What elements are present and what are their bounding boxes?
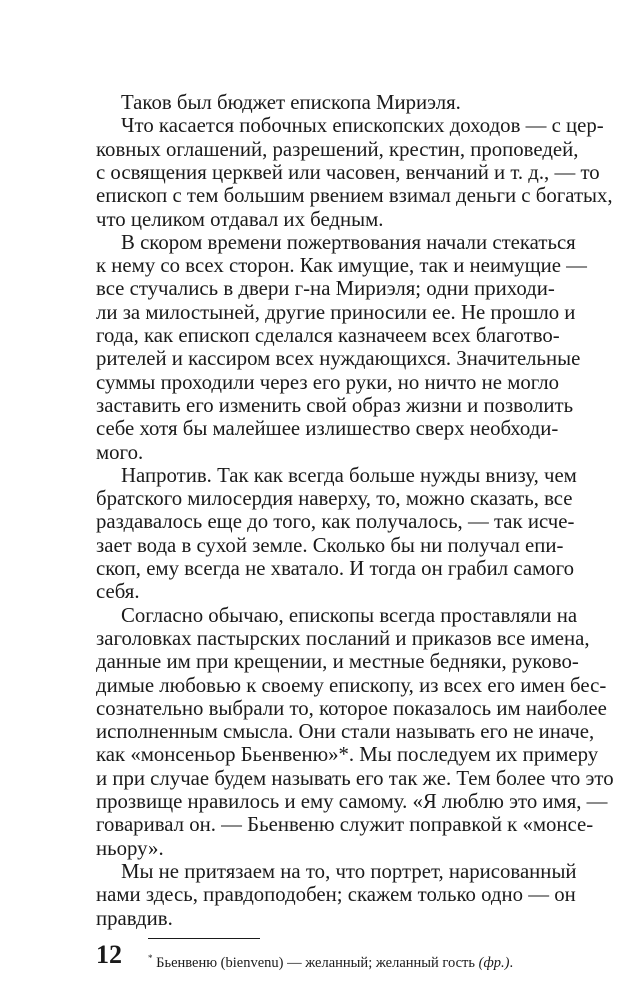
text-line: Что касается побочных епископских доходов — с цер- [121, 114, 604, 138]
text-line: как «монсеньор Бьенвеню»*. Мы последуем их примеру [96, 743, 599, 767]
text-line: раздавалось еще до того, как получалось, — так исче- [96, 510, 575, 534]
text-line: с освящения церквей или часовен, венчаний и т. д., — то [96, 160, 600, 184]
text-line: себя. [96, 580, 140, 604]
text-line: мого. [96, 440, 144, 464]
text-line: В скором времени пожертвования начали стекаться [121, 230, 576, 254]
text-line: братского милосердия наверху, то, можно сказать, все [96, 487, 573, 511]
text-line: заголовках пастырских посланий и приказов все имена, [96, 626, 590, 650]
text-line: Согласно обычаю, епископы всегда проставляли на [121, 603, 578, 627]
text-line: к нему со всех сторон. Как имущие, так и неимущие — [96, 254, 587, 278]
text-line: скоп, ему всегда не хватало. И тогда он грабил самого [96, 557, 575, 580]
footnote-end: . [509, 955, 514, 971]
text-line: года, как епископ сделался казначеем всех благотво- [96, 324, 560, 347]
text-line: димые любовью к своему епископу, из всех его имен бес- [96, 673, 607, 697]
text-line: говаривал он. — Бьенвеню служит поправкой к «монсе- [96, 813, 594, 837]
text-line: правдив. [96, 906, 173, 930]
text-line: данные им при крещении, и местные бедняки, руково- [96, 650, 579, 674]
text-line: Мы не притязаем на то, что портрет, нарисованный [121, 859, 577, 883]
text-line: Напротив. Так как всегда больше нужды внизу, чем [121, 463, 577, 487]
text-line: суммы проходили через его руки, но ничто не могло [96, 370, 560, 394]
footnote-marker: * [148, 953, 153, 963]
text-line: ньору». [96, 836, 164, 860]
footnote-language-note: (фр.) [478, 955, 510, 971]
footnote [148, 948, 553, 973]
text-line: зает вода в сухой земле. Сколько бы ни получал епи- [96, 533, 564, 557]
text-line: сознательно выбрали то, которое показалось им наиболее [96, 696, 607, 720]
text-line: нами здесь, правдоподобен; скажем только одно — он [96, 883, 576, 907]
text-line: все стучались в двери г-на Мириэля; одни приходи- [96, 277, 555, 301]
text-line: ковных оглашений, разрешений, крестин, проповедей, [96, 137, 579, 161]
text-line: заставить его изменить свой образ жизни и позволить [96, 393, 574, 417]
text-line: и при случае будем называть его так же. Тем более что это [96, 766, 614, 790]
footnote-text: Бьенвеню (bienvenu) — желанный; желанный гость [152, 955, 479, 971]
text-line: рителей и кассиром всех нуждающихся. Значительные [96, 347, 581, 371]
text-line: себе хотя бы малейшее излишество сверх необходи- [96, 417, 559, 441]
footnote-rule [148, 938, 260, 939]
text-line: прозвище нравилось и ему самому. «Я люблю это имя, — [96, 790, 608, 813]
text-line: что целиком отдавал их бедным. [96, 207, 384, 231]
page-number: 12 [96, 940, 122, 969]
text-line: епископ с тем большим рвением взимал деньги с богатых, [96, 184, 613, 208]
text-line: исполненным смысла. Они стали называть его не иначе, [96, 720, 595, 744]
text-line: ли за милостыней, другие приносили ее. Не прошло и [96, 300, 576, 324]
text-line: Таков был бюджет епископа Мириэля. [121, 91, 461, 114]
